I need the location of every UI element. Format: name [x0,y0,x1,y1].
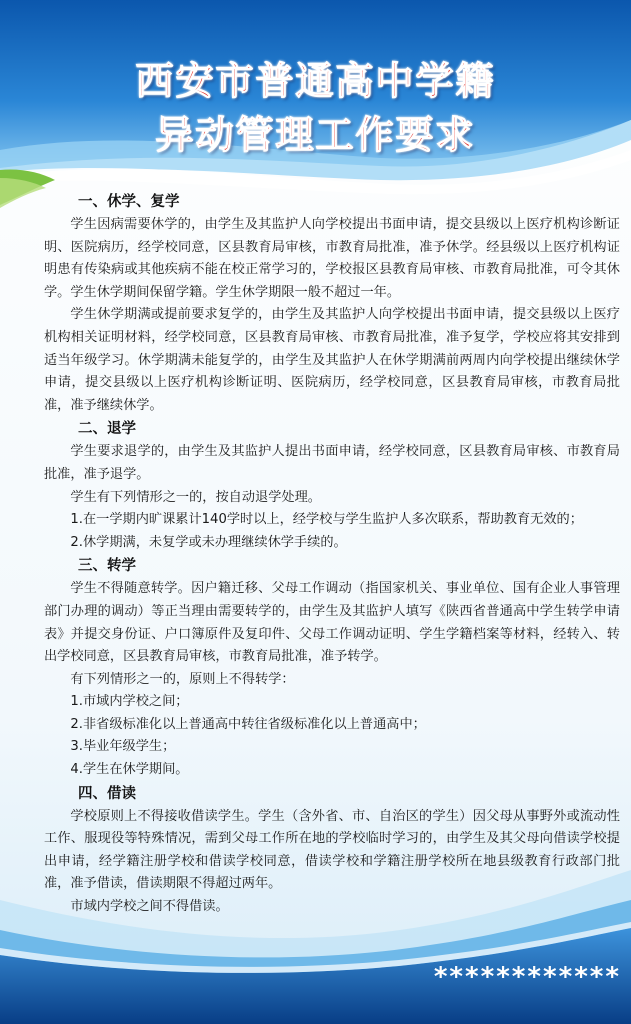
paragraph: 市域内学校之间不得借读。 [70,899,229,915]
paragraph: 3.毕业年级学生； [70,739,176,755]
section-heading-guest-study: 四、借读 [78,785,136,802]
paragraph: 学生不得随意转学。因户籍迁移、父母工作调动（指国家机关、事业单位、国有企业人事管理部门办理的调动）等正当理由需要转学的，由学生及其监护人填写《陕西省普通高中学生转学申请表》并提交身份证、户口簿原件及复印件、父母工作调动证明、学生学籍档案等材料，经转入、转出学校同意，区县教育局审核，市教育局批准，准予转学。 [44,581,620,665]
paragraph: 学生因病需要休学的，由学生及其监护人向学校提出书面申请，提交县级以上医疗机构诊断证明、医院病历，经学校同意，区县教育局审核，市教育局批准，准予休学。经县级以上医疗机构证明患有传染病或其他疾病不能在校正常学习的，学校报区县教育局审核、市教育局批准，可令其休学。学生休学期间保留学籍。学生休学期限一般不超过一年。 [44,217,620,300]
document-body [44,190,620,919]
paragraph: 学生要求退学的，由学生及其监护人提出书面申请，经学校同意，区县教育局审核、市教育局批准，准予退学。 [44,444,620,482]
paragraph: 1.市域内学校之间； [70,694,189,710]
section-heading-suspension: 一、休学、复学 [78,194,180,210]
footer-stars: ************ [433,962,621,992]
section-heading-withdrawal: 二、退学 [78,421,136,438]
paragraph: 2.非省级标准化以上普通高中转往省级标准化以上普通高中； [70,716,426,732]
paragraph: 2.休学期满，未复学或未办理继续休学手续的。 [70,534,347,550]
section-heading-transfer: 三、转学 [78,558,136,575]
paragraph: 4.学生在休学期间。 [70,762,189,778]
paragraph: 有下列情形之一的，原则上不得转学： [70,671,295,687]
paragraph: 1.在一学期内旷课累计140学时以上，经学校与学生监护人多次联系，帮助教育无效的； [70,512,583,528]
paragraph: 学生有下列情形之一的，按自动退学处理。 [70,489,321,505]
paragraph: 学校原则上不得接收借读学生。学生（含外省、市、自治区的学生）因父母从事野外或流动性工作、服现役等特殊情况，需到父母工作所在地的学校临时学习的，由学生及其父母向借读学校提出申请，经学籍注册学校和借读学校同意，借读学校和学籍注册学校所在地县级教育行政部门批准，准予借读，借读期限不得超过两年。 [44,808,620,892]
paragraph: 学生休学期满或提前要求复学的，由学生及其监护人向学校提出书面申请，提交县级以上医疗机构相关证明材料，经学校同意，区县教育局审核、市教育局批准，准予复学，学校应将其安排到适当年级学习。休学期满未能复学的，由学生及其监护人在休学期满前两周内向学校提出继续休学申请，提交县级以上医疗机构诊断证明、医院病历，经学校同意，区县教育局审核，市教育局批准，准予继续休学。 [44,307,620,413]
page-title-line-2: 异动管理工作要求 [155,113,476,157]
page-title-line-1: 西安市普通高中学籍 [135,59,496,103]
